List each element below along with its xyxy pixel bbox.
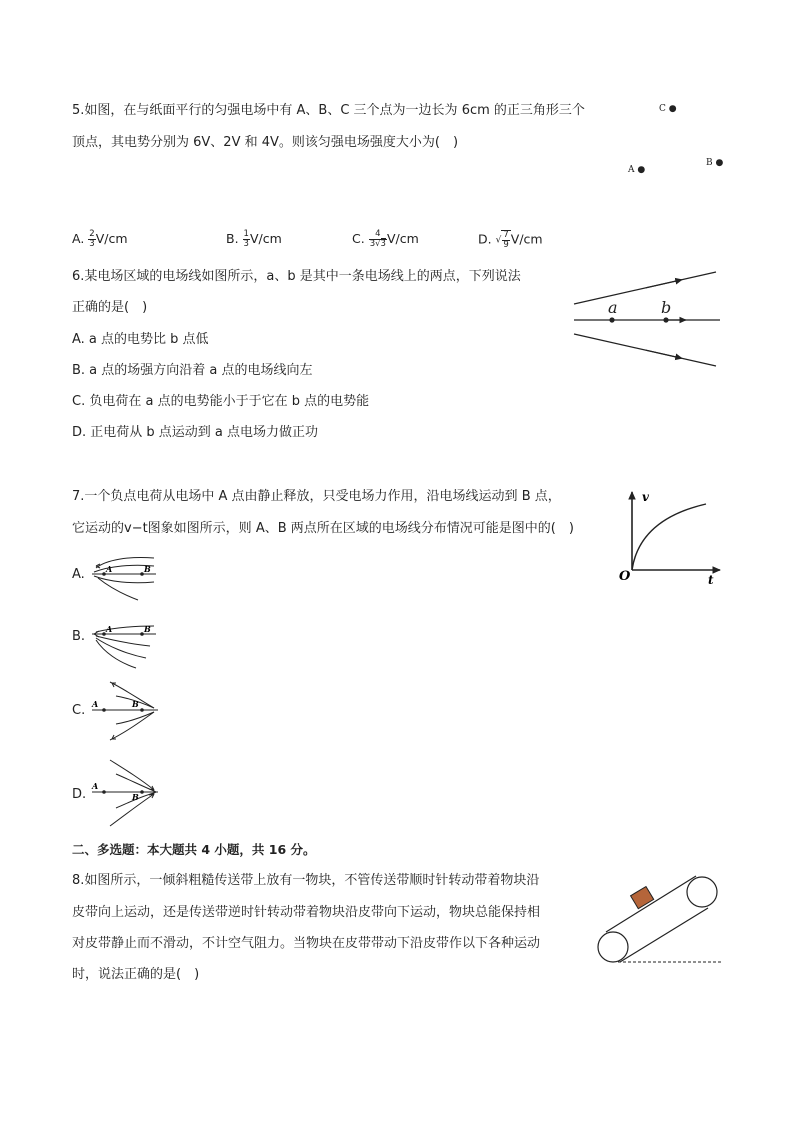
q7-option-c-label: C. — [72, 703, 86, 718]
q7-option-b-label: B. — [72, 629, 86, 644]
q7-c-point-b: B — [132, 699, 139, 709]
q8-line-2: 皮带向上运动，还是传送带逆时针转动带着物块沿皮带向下运动，物块总能保持相 — [72, 905, 541, 920]
q7-b-point-a: A — [106, 624, 113, 634]
q7-a-point-a: A — [106, 564, 113, 574]
q7-option-d-figure — [88, 756, 162, 830]
q5-option-b: B. $\frac{1}{3}$ V/cm — [226, 229, 282, 249]
q7-option-d-label: D. — [72, 787, 87, 802]
q5-point-c: C ● — [659, 104, 677, 114]
q7-a-point-b: B — [144, 564, 151, 574]
q6-line-2: 正确的是( ) — [72, 300, 148, 315]
q6-point-b-label: b — [661, 298, 672, 317]
q7-option-c-figure — [88, 674, 162, 744]
q7-d-point-b: B — [132, 792, 139, 802]
q8-upper-roller — [687, 877, 717, 907]
q7-origin-label: O — [619, 569, 631, 584]
q5-line-2: 顶点，其电势分别为 6V、2V 和 4V。则该匀强电场强度大小为( ) — [72, 135, 459, 150]
q7-option-a-label: A. — [72, 567, 85, 582]
q7-c-point-a: A — [92, 699, 99, 709]
q6-option-c: C. 负电荷在 a 点的电势能小于于它在 b 点的电势能 — [72, 394, 370, 409]
q5-option-d: D. √ $\frac{7}{9}$ V/cm — [478, 230, 543, 250]
q5-point-a: A ● — [628, 165, 646, 175]
q8-line-3: 对皮带静止而不滑动，不计空气阻力。当物块在皮带带动下沿皮带作以下各种运动 — [72, 936, 541, 951]
q6-point-a-dot — [609, 317, 614, 322]
q5-option-c: C. $\frac{4}{3√3}$ V/cm — [352, 229, 419, 249]
q7-option-b-figure — [88, 616, 162, 672]
q7-line-1: 7.一个负点电荷从电场中 A 点由静止释放，只受电场力作用，沿电场线运动到 B 点， — [72, 489, 561, 504]
q7-b-point-b: B — [144, 624, 151, 634]
q6-point-a-label: a — [608, 298, 618, 317]
q8-line-4: 时，说法正确的是( ) — [72, 967, 200, 982]
q6-option-a: A. a 点的电势比 b 点低 — [72, 332, 209, 347]
q6-point-b-dot — [663, 317, 668, 322]
q8-block — [631, 887, 654, 909]
q6-option-b: B. a 点的场强方向沿着 a 点的电场线向左 — [72, 363, 313, 378]
q7-vt-curve — [632, 504, 706, 570]
q6-arrow-bottom — [646, 350, 682, 358]
q7-v-label: v — [642, 490, 649, 504]
q6-line-1: 6.某电场区域的电场线如图所示，a、b 是其中一条电场线上的两点，下列说法 — [72, 269, 521, 284]
q6-field-lines-figure — [566, 264, 726, 374]
section-2-heading: 二、多选题：本大题共 4 小题，共 16 分。 — [72, 842, 316, 857]
q6-arrow-top — [646, 280, 682, 288]
q7-vt-graph — [614, 488, 728, 588]
q7-line-2: 它运动的v−t图象如图所示，则 A、B 两点所在区域的电场线分布情况可能是图中的( ) — [72, 521, 574, 536]
q7-d-point-a: A — [92, 781, 99, 791]
q5-point-b: B ● — [706, 158, 724, 168]
q6-option-d: D. 正电荷从 b 点运动到 a 点电场力做正功 — [72, 425, 319, 440]
q6-field-line-top — [574, 272, 716, 304]
q7-option-a-figure — [88, 552, 162, 604]
q5-option-a: A. $\frac{2}{3}$ V/cm — [72, 229, 128, 249]
q8-line-1: 8.如图所示，一倾斜粗糙传送带上放有一物块，不管传送带顺时针转动带着物块沿 — [72, 873, 540, 888]
q7-t-label: t — [708, 573, 714, 587]
q8-lower-roller — [598, 932, 628, 962]
q8-conveyor-belt-figure — [596, 870, 726, 970]
q5-line-1: 5.如图，在与纸面平行的匀强电场中有 A、B、C 三个点为一边长为 6cm 的正三角形三个 — [72, 103, 585, 118]
q6-field-line-bottom — [574, 334, 716, 366]
